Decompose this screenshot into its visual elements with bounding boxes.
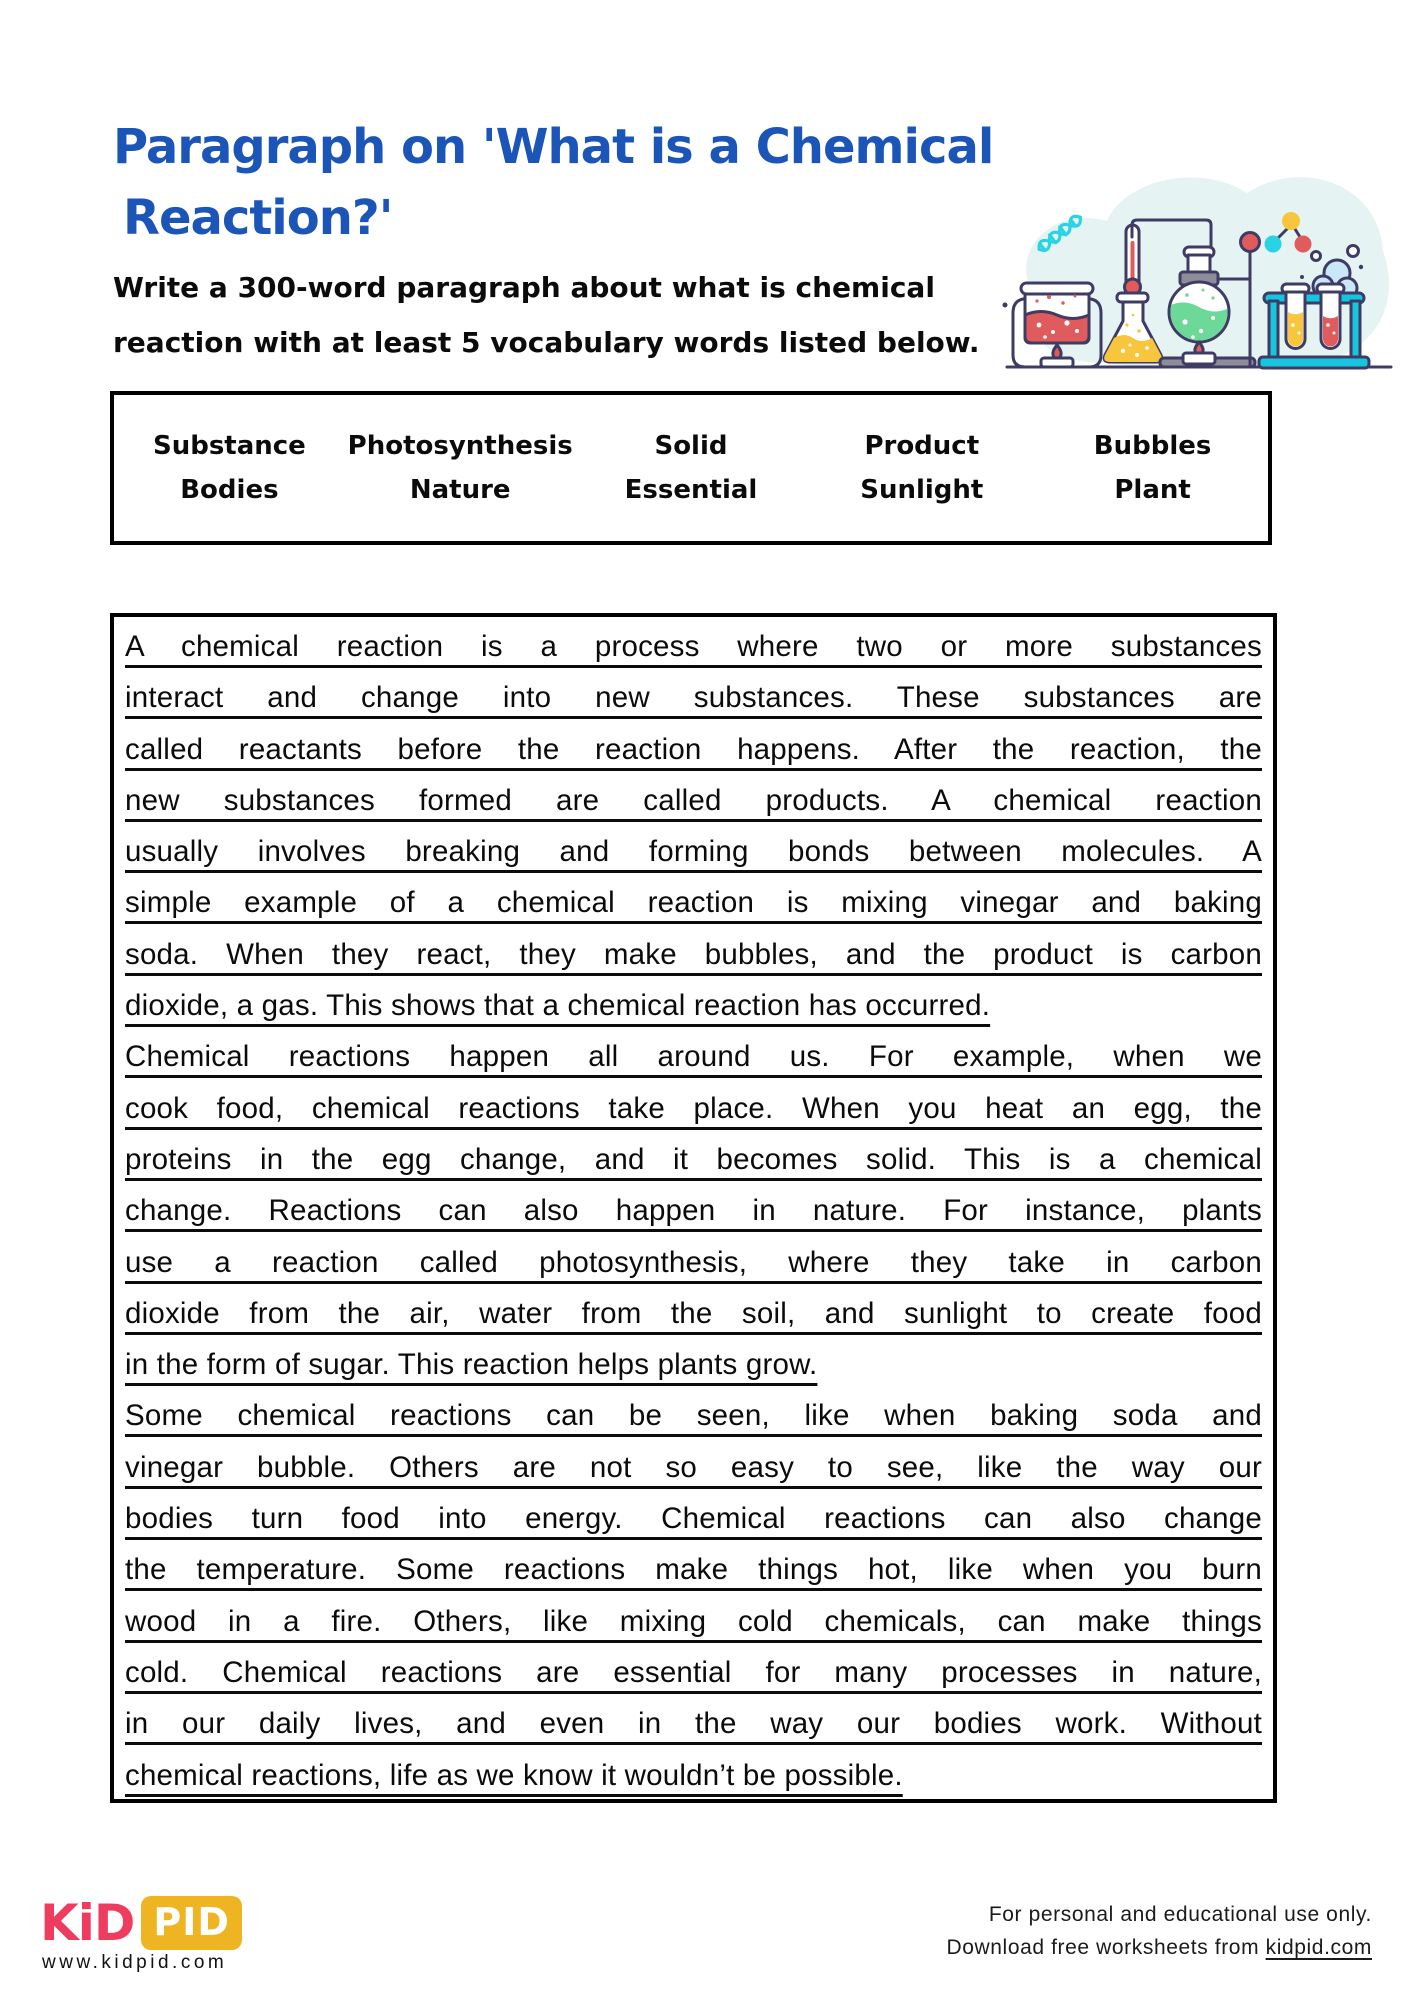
instructions-line2: reaction with at least 5 vocabulary words listed below.	[113, 326, 980, 359]
download-note-text: Download free worksheets from	[946, 1936, 1266, 1959]
usage-note-line1: For personal and educational use only.	[988, 1903, 1372, 1926]
paragraph-line: in our daily lives, and even in the way our bodies work. Without	[125, 1707, 1262, 1741]
paragraph-line: vinegar bubble. Others are not so easy to see, like the way our	[125, 1450, 1262, 1484]
vocab-word: Essential	[624, 475, 758, 505]
vocab-row	[114, 475, 1268, 505]
paragraph-line: A chemical reaction is a process where two or more substances	[125, 630, 1262, 663]
logo-kid-text: KiD	[40, 1894, 135, 1952]
paragraph-line: cold. Chemical reactions are essential for many processes in nature,	[125, 1655, 1262, 1689]
paragraph-line: change. Reactions can also happen in nature. For instance, plants	[125, 1194, 1262, 1228]
vocab-word: Sunlight	[860, 475, 984, 505]
vocab-row	[114, 431, 1268, 461]
paragraph-line: cook food, chemical reactions take place. When you heat an egg, the	[125, 1091, 1262, 1125]
logo-pid-badge: PID	[141, 1896, 242, 1950]
paragraph-line: proteins in the egg change, and it becomes solid. This is a chemical	[125, 1142, 1262, 1176]
vocab-word: Photosynthesis	[347, 431, 573, 461]
page-title-line2: Reaction?'	[123, 190, 393, 246]
paragraph-line: use a reaction called photosynthesis, where they take in carbon	[125, 1245, 1262, 1279]
kidpid-link[interactable]: kidpid.com	[1265, 1936, 1372, 1959]
paragraph-line: interact and change into new substances. These substances are	[125, 681, 1262, 715]
vocabulary-box	[110, 391, 1272, 545]
instructions-line1: Write a 300-word paragraph about what is chemical	[113, 271, 935, 304]
paragraph-line: called reactants before the reaction happens. After the reaction, the	[125, 732, 1262, 766]
paragraph-line: in the form of sugar. This reaction helps plants grow.	[125, 1348, 818, 1382]
kidpid-logo	[40, 1894, 242, 1952]
paragraph-box	[110, 613, 1277, 1803]
paragraph-line: usually involves breaking and forming bonds between molecules. A	[125, 835, 1262, 869]
vocab-word: Product	[864, 431, 980, 461]
paragraph-line: new substances formed are called products. A chemical reaction	[125, 783, 1262, 817]
website-url: www.kidpid.com	[42, 1952, 228, 1973]
page-title	[113, 112, 993, 254]
paragraph-line: the temperature. Some reactions make things hot, like when you burn	[125, 1553, 1262, 1587]
vocab-word: Plant	[1114, 475, 1191, 505]
paragraph-line: Chemical reactions happen all around us. For example, when we	[125, 1040, 1262, 1074]
paragraph-line: Some chemical reactions can be seen, like when baking soda and	[125, 1399, 1262, 1433]
paragraph-line: wood in a fire. Others, like mixing cold chemicals, can make things	[125, 1604, 1262, 1638]
vocab-word: Solid	[654, 431, 728, 461]
paragraph-line: simple example of a chemical reaction is mixing vinegar and baking	[125, 886, 1262, 920]
usage-note-line2	[946, 1931, 1372, 1964]
vocab-word: Substance	[152, 431, 306, 461]
vocab-word: Bodies	[180, 475, 279, 505]
vocab-word: Nature	[409, 475, 511, 505]
paragraph-line: dioxide, a gas. This shows that a chemical reaction has occurred.	[125, 989, 991, 1023]
paragraph-line: soda. When they react, they make bubbles, and the product is carbon	[125, 937, 1262, 971]
usage-note	[946, 1898, 1372, 1964]
paragraph-line: dioxide from the air, water from the soil, and sunlight to create food	[125, 1296, 1262, 1330]
page-title-line1: Paragraph on 'What is a Chemical	[113, 119, 994, 175]
instructions	[113, 260, 980, 370]
vocab-word: Bubbles	[1093, 431, 1212, 461]
chemistry-lab-illustration	[985, 145, 1405, 375]
paragraph-line: chemical reactions, life as we know it wouldn’t be possible.	[125, 1758, 903, 1792]
paragraph-line: bodies turn food into energy. Chemical reactions can also change	[125, 1502, 1262, 1536]
